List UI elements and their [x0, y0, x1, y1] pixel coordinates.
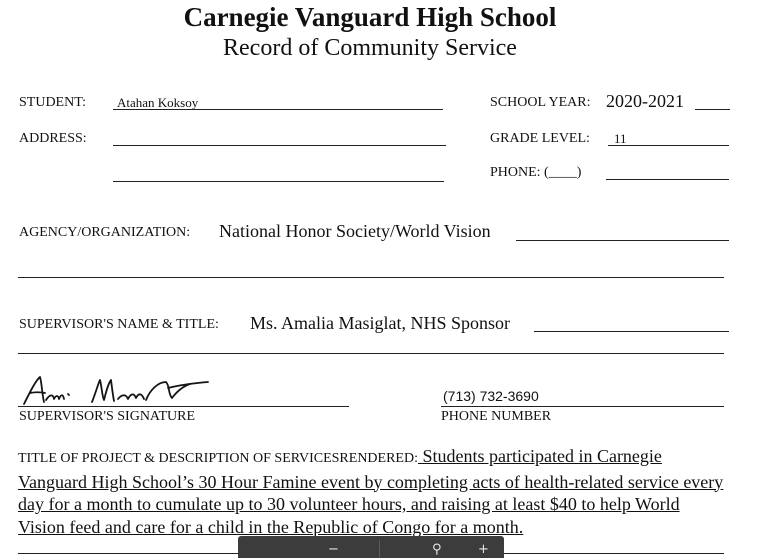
description-value: Students participated in Carnegie Vanguard High School’s 30 Hour Famine event by completing acts of health-related service every day for a month to cumulate up to 30 volunteer hours, and raising at least $40 to help World Vision feed and care for a child in the Republic of Congo for a month.	[18, 446, 724, 537]
agency-underline	[516, 240, 729, 241]
school-year-value: 2020-2021	[606, 91, 684, 111]
supervisor-signature-label: SUPERVISOR'S SIGNATURE	[19, 409, 196, 424]
agency-label: AGENCY/ORGANIZATION:	[19, 225, 191, 240]
student-value: Atahan Koksoy	[117, 95, 199, 110]
supervisor-value: Ms. Amalia Masiglat, NHS Sponsor	[250, 313, 511, 333]
grade-level-label: GRADE LEVEL:	[490, 131, 590, 146]
school-year-underline	[695, 109, 730, 110]
grade-level-value: 11	[614, 131, 627, 146]
viewer-toolbar[interactable]	[238, 536, 504, 558]
service-description	[18, 445, 730, 538]
address-line-2	[113, 181, 444, 182]
form-title: Record of Community Service	[223, 35, 517, 61]
description-label: TITLE OF PROJECT & DESCRIPTION OF SERVICESRENDERED:	[18, 451, 418, 466]
phone-number-underline	[441, 406, 724, 407]
school-name: Carnegie Vanguard High School	[183, 2, 557, 32]
student-label: STUDENT:	[19, 95, 86, 110]
plus-icon[interactable]: +	[478, 542, 489, 557]
supervisor-label: SUPERVISOR'S NAME & TITLE:	[19, 317, 219, 332]
address-label: ADDRESS:	[19, 131, 87, 146]
supervisor-second-line	[18, 353, 724, 354]
phone-number-label: PHONE NUMBER	[441, 409, 552, 424]
phone-label: PHONE: (____)	[490, 165, 582, 180]
agency-value: National Honor Society/World Vision	[219, 221, 491, 241]
address-line-1	[113, 145, 446, 146]
supervisor-signature-image	[18, 372, 218, 408]
grade-level-underline	[608, 145, 729, 146]
toolbar-divider	[379, 540, 380, 558]
phone-underline	[606, 179, 729, 180]
minus-icon[interactable]: −	[328, 542, 339, 557]
school-year-label: SCHOOL YEAR:	[490, 95, 591, 110]
student-underline	[113, 109, 443, 110]
supervisor-phone-value: (713) 732-3690	[443, 388, 539, 404]
signature-underline	[18, 406, 349, 407]
zoom-in-icon[interactable]: ⚲	[432, 542, 442, 557]
supervisor-underline	[534, 331, 729, 332]
agency-second-line	[18, 277, 724, 278]
